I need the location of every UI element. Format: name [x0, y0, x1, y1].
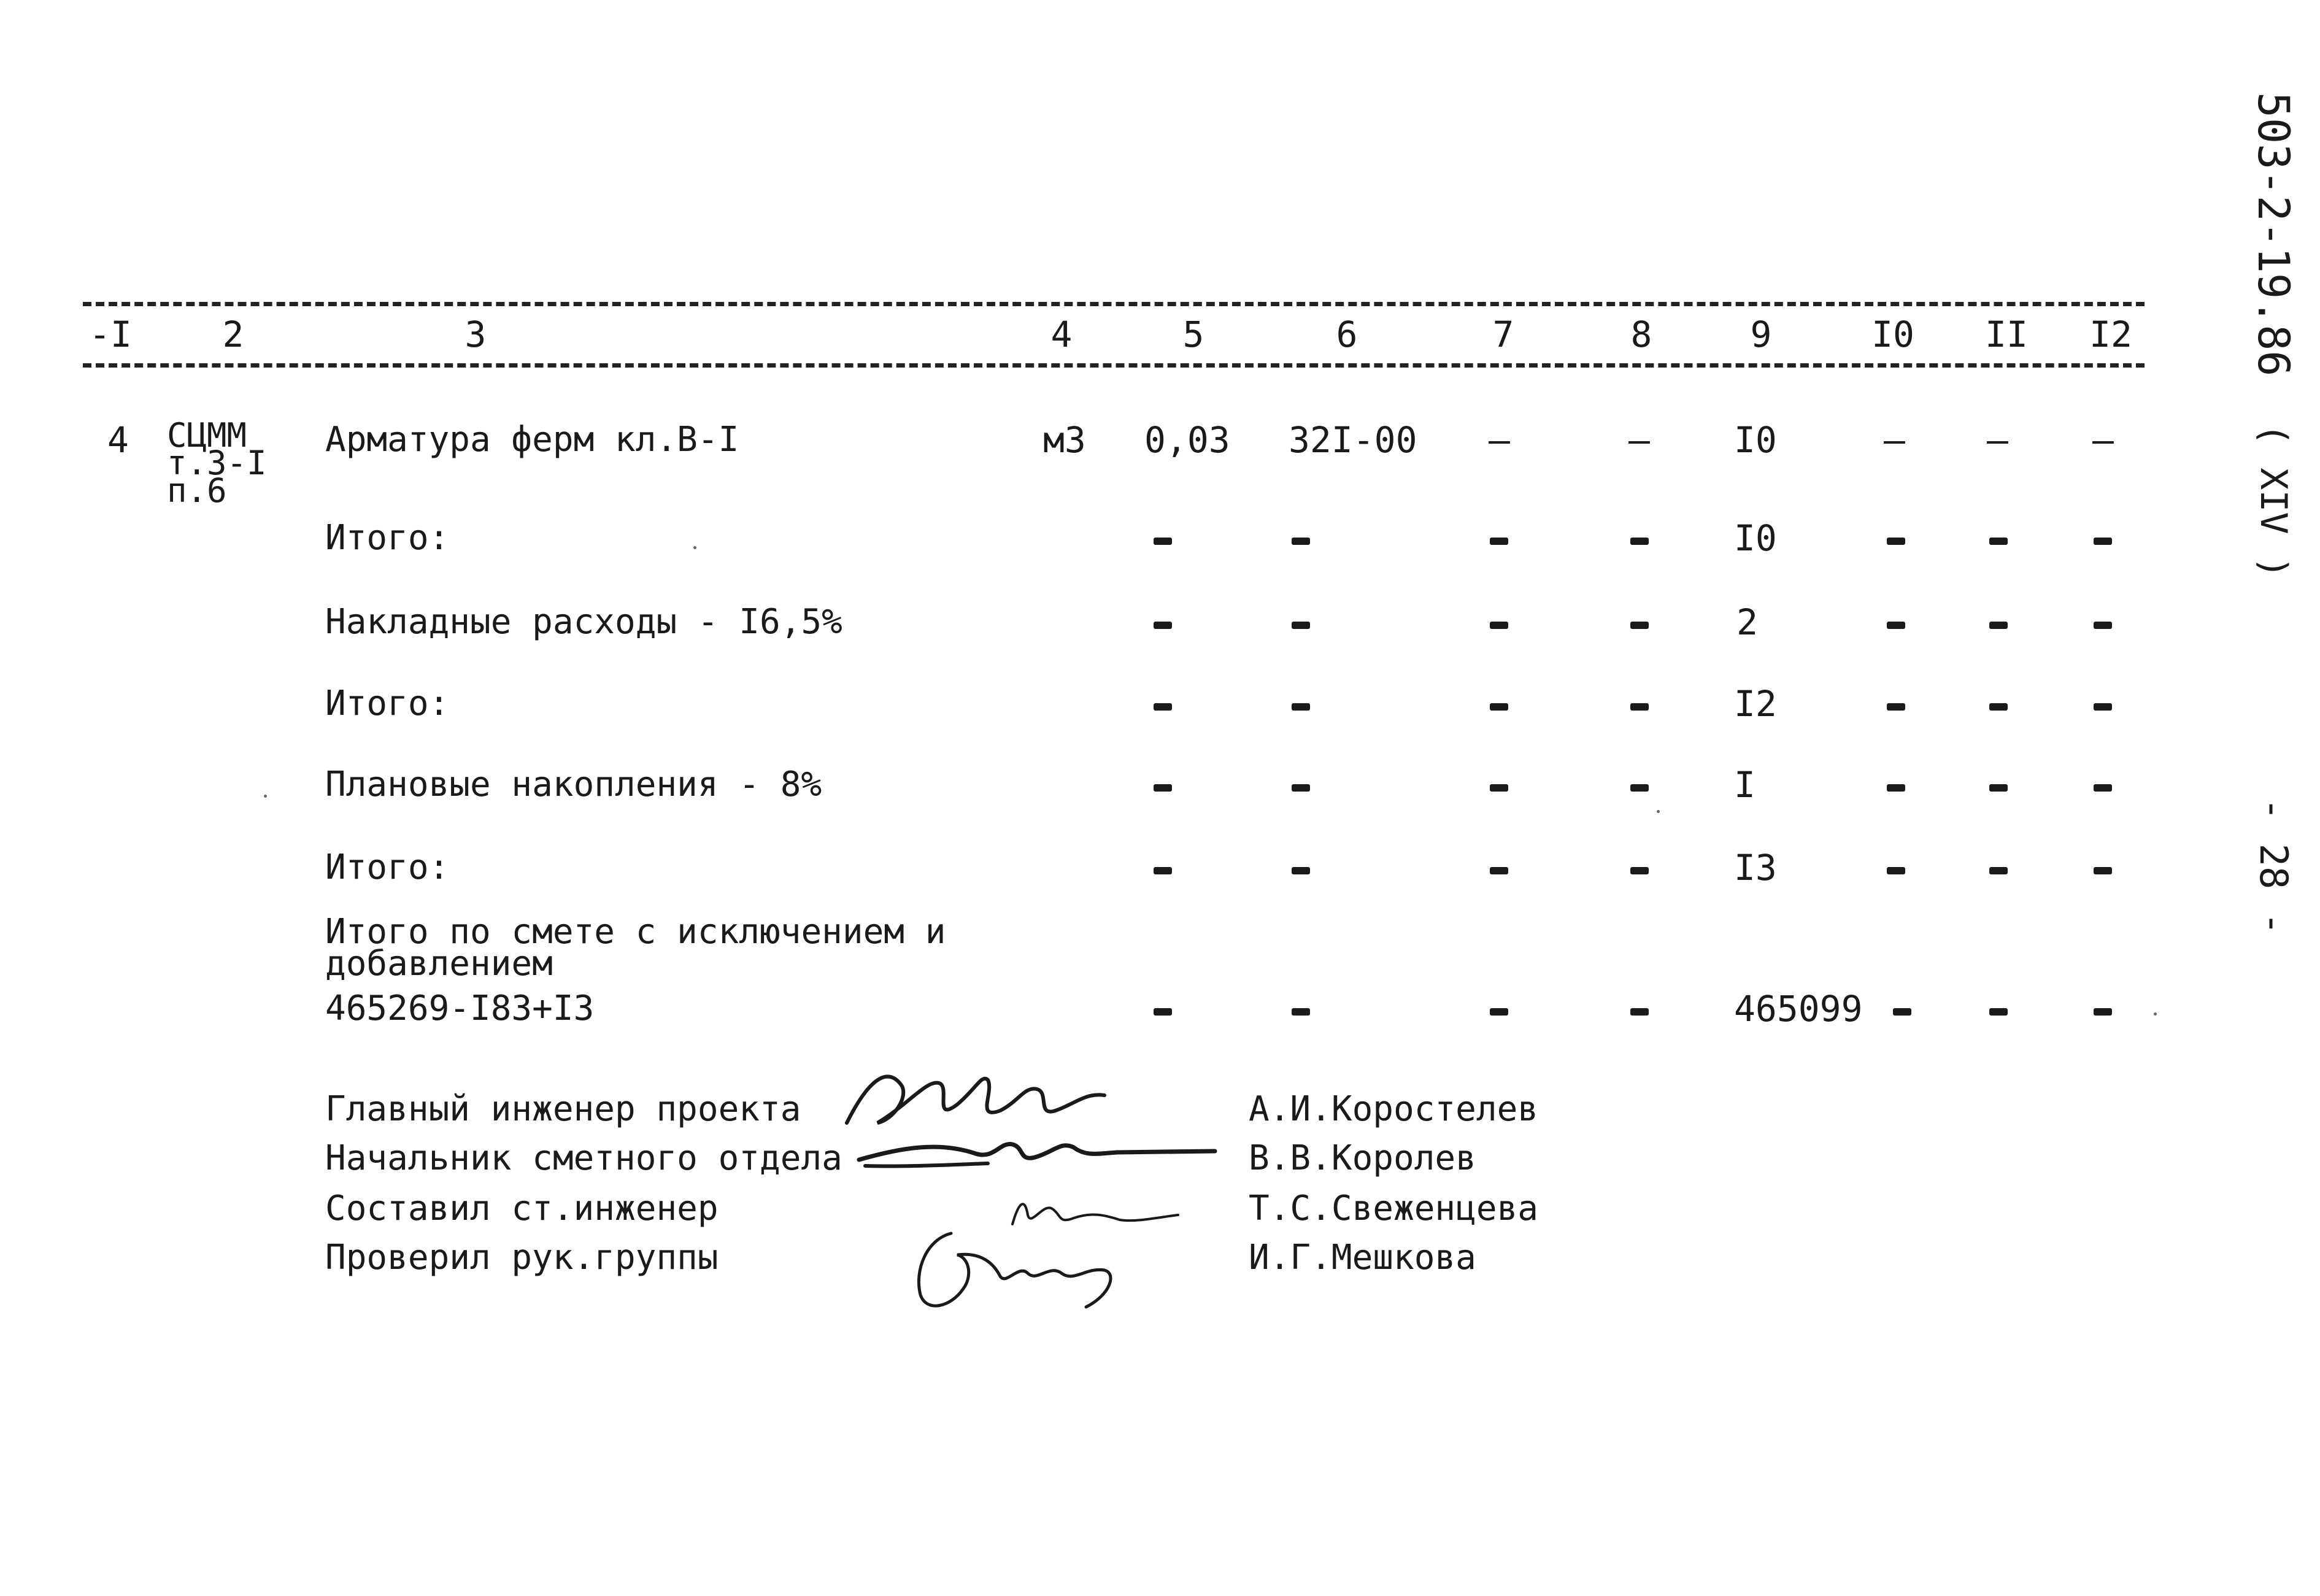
row-price: 32I-00: [1289, 419, 1417, 461]
header-col-6: 6: [1336, 314, 1358, 355]
dash-mark: [1154, 622, 1172, 629]
dash-mark: [1630, 622, 1649, 629]
dash-mark: [1989, 622, 2008, 629]
row-col9: I0: [1734, 419, 1777, 461]
header-col-1: -I: [89, 314, 132, 355]
dash-mark: [1989, 703, 2008, 711]
dash-mark: [1154, 784, 1172, 792]
final-col9: 465099: [1734, 988, 1863, 1030]
margin-volume: ( XIV ): [2252, 423, 2295, 579]
dash-mark: [1989, 784, 2008, 792]
dash-mark: [1154, 538, 1172, 545]
dash-mark: [1989, 867, 2008, 874]
signature-role-4: Проверил рук.группы: [325, 1238, 719, 1278]
signature-mark-2: [853, 1129, 1221, 1178]
row-unit: м3: [1043, 419, 1086, 461]
dash-mark: [1630, 1008, 1649, 1016]
final-formula: 465269-I83+I3: [325, 989, 595, 1028]
dash-mark: [1490, 622, 1508, 629]
dash-mark: [1292, 867, 1310, 874]
dash-mark: [1887, 784, 1905, 792]
summary-label-1: Итого:: [325, 518, 450, 558]
dash-mark: [1887, 538, 1905, 545]
dash-mark: [2094, 867, 2112, 874]
dash-mark: [1292, 784, 1310, 792]
dash-mark: [1154, 703, 1172, 711]
row-col11: –: [1987, 419, 2008, 461]
row-description: Арматура ферм кл.В-I: [325, 420, 739, 460]
dash-mark: [1490, 1008, 1508, 1016]
row-number: 4: [107, 419, 129, 461]
row-quantity: 0,03: [1144, 419, 1230, 461]
summary-col9-5: I3: [1734, 847, 1777, 889]
summary-label-4: Плановые накопления - 8%: [325, 765, 822, 804]
final-label-line2: добавлением: [325, 944, 553, 984]
dash-mark: [2094, 622, 2112, 629]
dash-mark: [1292, 703, 1310, 711]
margin-page-number: - 28 -: [2251, 798, 2296, 935]
row-col8: –: [1628, 419, 1650, 461]
signature-mark-4: [902, 1215, 1160, 1319]
header-col-10: I0: [1871, 314, 1914, 355]
header-col-3: 3: [464, 314, 487, 355]
dash-mark: [1292, 622, 1310, 629]
row-col12: –: [2092, 419, 2114, 461]
signature-role-1: Главный инженер проекта: [325, 1089, 801, 1129]
dash-mark: [1154, 867, 1172, 874]
signature-name-3: Т.С.Свеженцева: [1249, 1189, 1539, 1228]
signature-name-2: В.В.Королев: [1249, 1138, 1476, 1178]
final-label-line1: Итого по смете с исключением и: [325, 912, 946, 952]
dash-mark: [1490, 784, 1508, 792]
summary-col9-4: I: [1734, 764, 1755, 806]
row-col10: –: [1884, 419, 1905, 461]
header-col-12: I2: [2089, 314, 2132, 355]
signature-name-1: А.И.Коростелев: [1249, 1089, 1539, 1129]
dash-mark: [2094, 703, 2112, 711]
header-top-rule: [83, 302, 2145, 306]
row-code-line1: СЦММ: [167, 416, 247, 455]
header-col-2: 2: [222, 314, 244, 355]
dash-mark: [1893, 1008, 1911, 1016]
signature-role-3: Составил ст.инженер: [325, 1189, 719, 1228]
dash-mark: [2094, 784, 2112, 792]
dash-mark: [1887, 703, 1905, 711]
signature-name-4: И.Г.Мешкова: [1249, 1238, 1476, 1278]
scan-speck: [693, 546, 696, 549]
dash-mark: [1630, 867, 1649, 874]
header-col-9: 9: [1750, 314, 1772, 355]
dash-mark: [2094, 1008, 2112, 1016]
header-col-7: 7: [1492, 314, 1514, 355]
scan-speck: [1657, 810, 1660, 813]
dash-mark: [1989, 538, 2008, 545]
summary-label-3: Итого:: [325, 684, 450, 723]
summary-col9-2: 2: [1736, 601, 1758, 643]
dash-mark: [1989, 1008, 2008, 1016]
summary-col9-1: I0: [1734, 517, 1777, 559]
dash-mark: [1292, 538, 1310, 545]
dash-mark: [1630, 784, 1649, 792]
dash-mark: [1490, 703, 1508, 711]
header-col-5: 5: [1182, 314, 1204, 355]
dash-mark: [1887, 867, 1905, 874]
header-col-11: II: [1985, 314, 2028, 355]
scan-speck: [264, 795, 267, 798]
dash-mark: [1630, 703, 1649, 711]
scan-speck: [2154, 1012, 2157, 1016]
dash-mark: [2094, 538, 2112, 545]
summary-label-2: Накладные расходы - I6,5%: [325, 602, 842, 642]
header-col-4: 4: [1050, 314, 1073, 355]
header-bottom-rule: [83, 363, 2145, 368]
summary-label-5: Итого:: [325, 847, 450, 887]
dash-mark: [1630, 538, 1649, 545]
header-col-8: 8: [1630, 314, 1652, 355]
margin-code: 503-2-19.86: [2248, 92, 2299, 377]
row-code-line2: т.3-I: [167, 444, 267, 482]
dash-mark: [1292, 1008, 1310, 1016]
dash-mark: [1490, 538, 1508, 545]
dash-mark: [1490, 867, 1508, 874]
dash-mark: [1154, 1008, 1172, 1016]
row-code-line3: п.6: [167, 471, 227, 510]
row-col7: –: [1489, 419, 1510, 461]
summary-col9-3: I2: [1734, 683, 1777, 725]
signature-role-2: Начальник сметного отдела: [325, 1138, 842, 1178]
dash-mark: [1887, 622, 1905, 629]
